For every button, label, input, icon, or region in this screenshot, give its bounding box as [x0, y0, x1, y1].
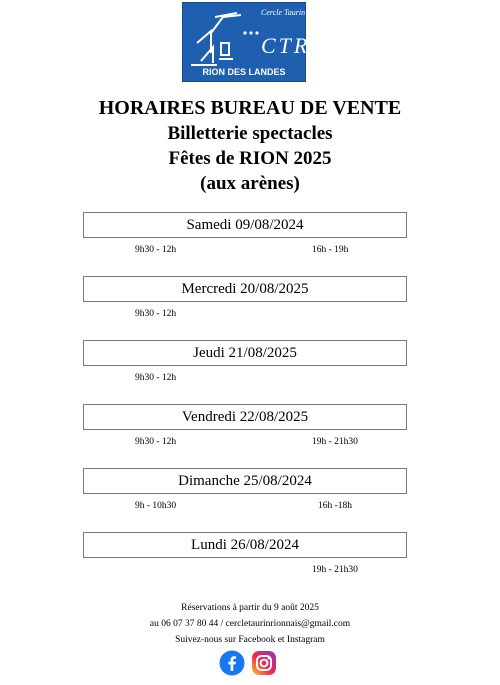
afternoon-hours: 19h - 21h30 [312, 565, 358, 575]
afternoon-hours: 16h -18h [318, 501, 353, 511]
logo-bottom-text: RION DES LANDES [202, 67, 286, 77]
day-box-mercredi: Mercredi 20/08/2025 [83, 276, 407, 302]
instagram-icon[interactable] [251, 650, 277, 676]
morning-hours: 9h30 - 12h [135, 437, 177, 447]
reservation-info: Réservations à partir du 9 août 2025 [181, 603, 319, 613]
contact-info: au 06 07 37 80 44 / cercletaurinrionnais@gmail.com [149, 619, 351, 629]
title-line-3: Fêtes de RION 2025 [168, 148, 332, 169]
day-box-samedi: Samedi 09/08/2024 [83, 212, 407, 238]
page-title [0, 96, 500, 196]
logo-monogram: CTR [261, 33, 311, 58]
morning-hours: 9h30 - 12h [135, 373, 177, 383]
day-box-vendredi: Vendredi 22/08/2025 [83, 404, 407, 430]
afternoon-hours: 19h - 21h30 [312, 437, 358, 447]
follow-us-text: Suivez-nous sur Facebook et Instagram [175, 635, 325, 645]
title-line-1: HORAIRES BUREAU DE VENTE [98, 97, 402, 119]
facebook-icon[interactable] [219, 650, 245, 676]
morning-hours: 9h30 - 12h [135, 309, 177, 319]
day-box-jeudi: Jeudi 21/08/2025 [83, 340, 407, 366]
logo-top-text: Cercle Taurin [261, 8, 306, 17]
club-logo [182, 2, 311, 82]
title-line-4: (aux arènes) [200, 173, 300, 194]
morning-hours: 9h - 10h30 [135, 501, 177, 511]
title-line-2: Billetterie spectacles [167, 123, 333, 144]
afternoon-hours: 16h - 19h [312, 245, 349, 255]
day-box-dimanche: Dimanche 25/08/2024 [83, 468, 407, 494]
morning-hours: 9h30 - 12h [135, 245, 177, 255]
day-box-lundi: Lundi 26/08/2024 [83, 532, 407, 558]
